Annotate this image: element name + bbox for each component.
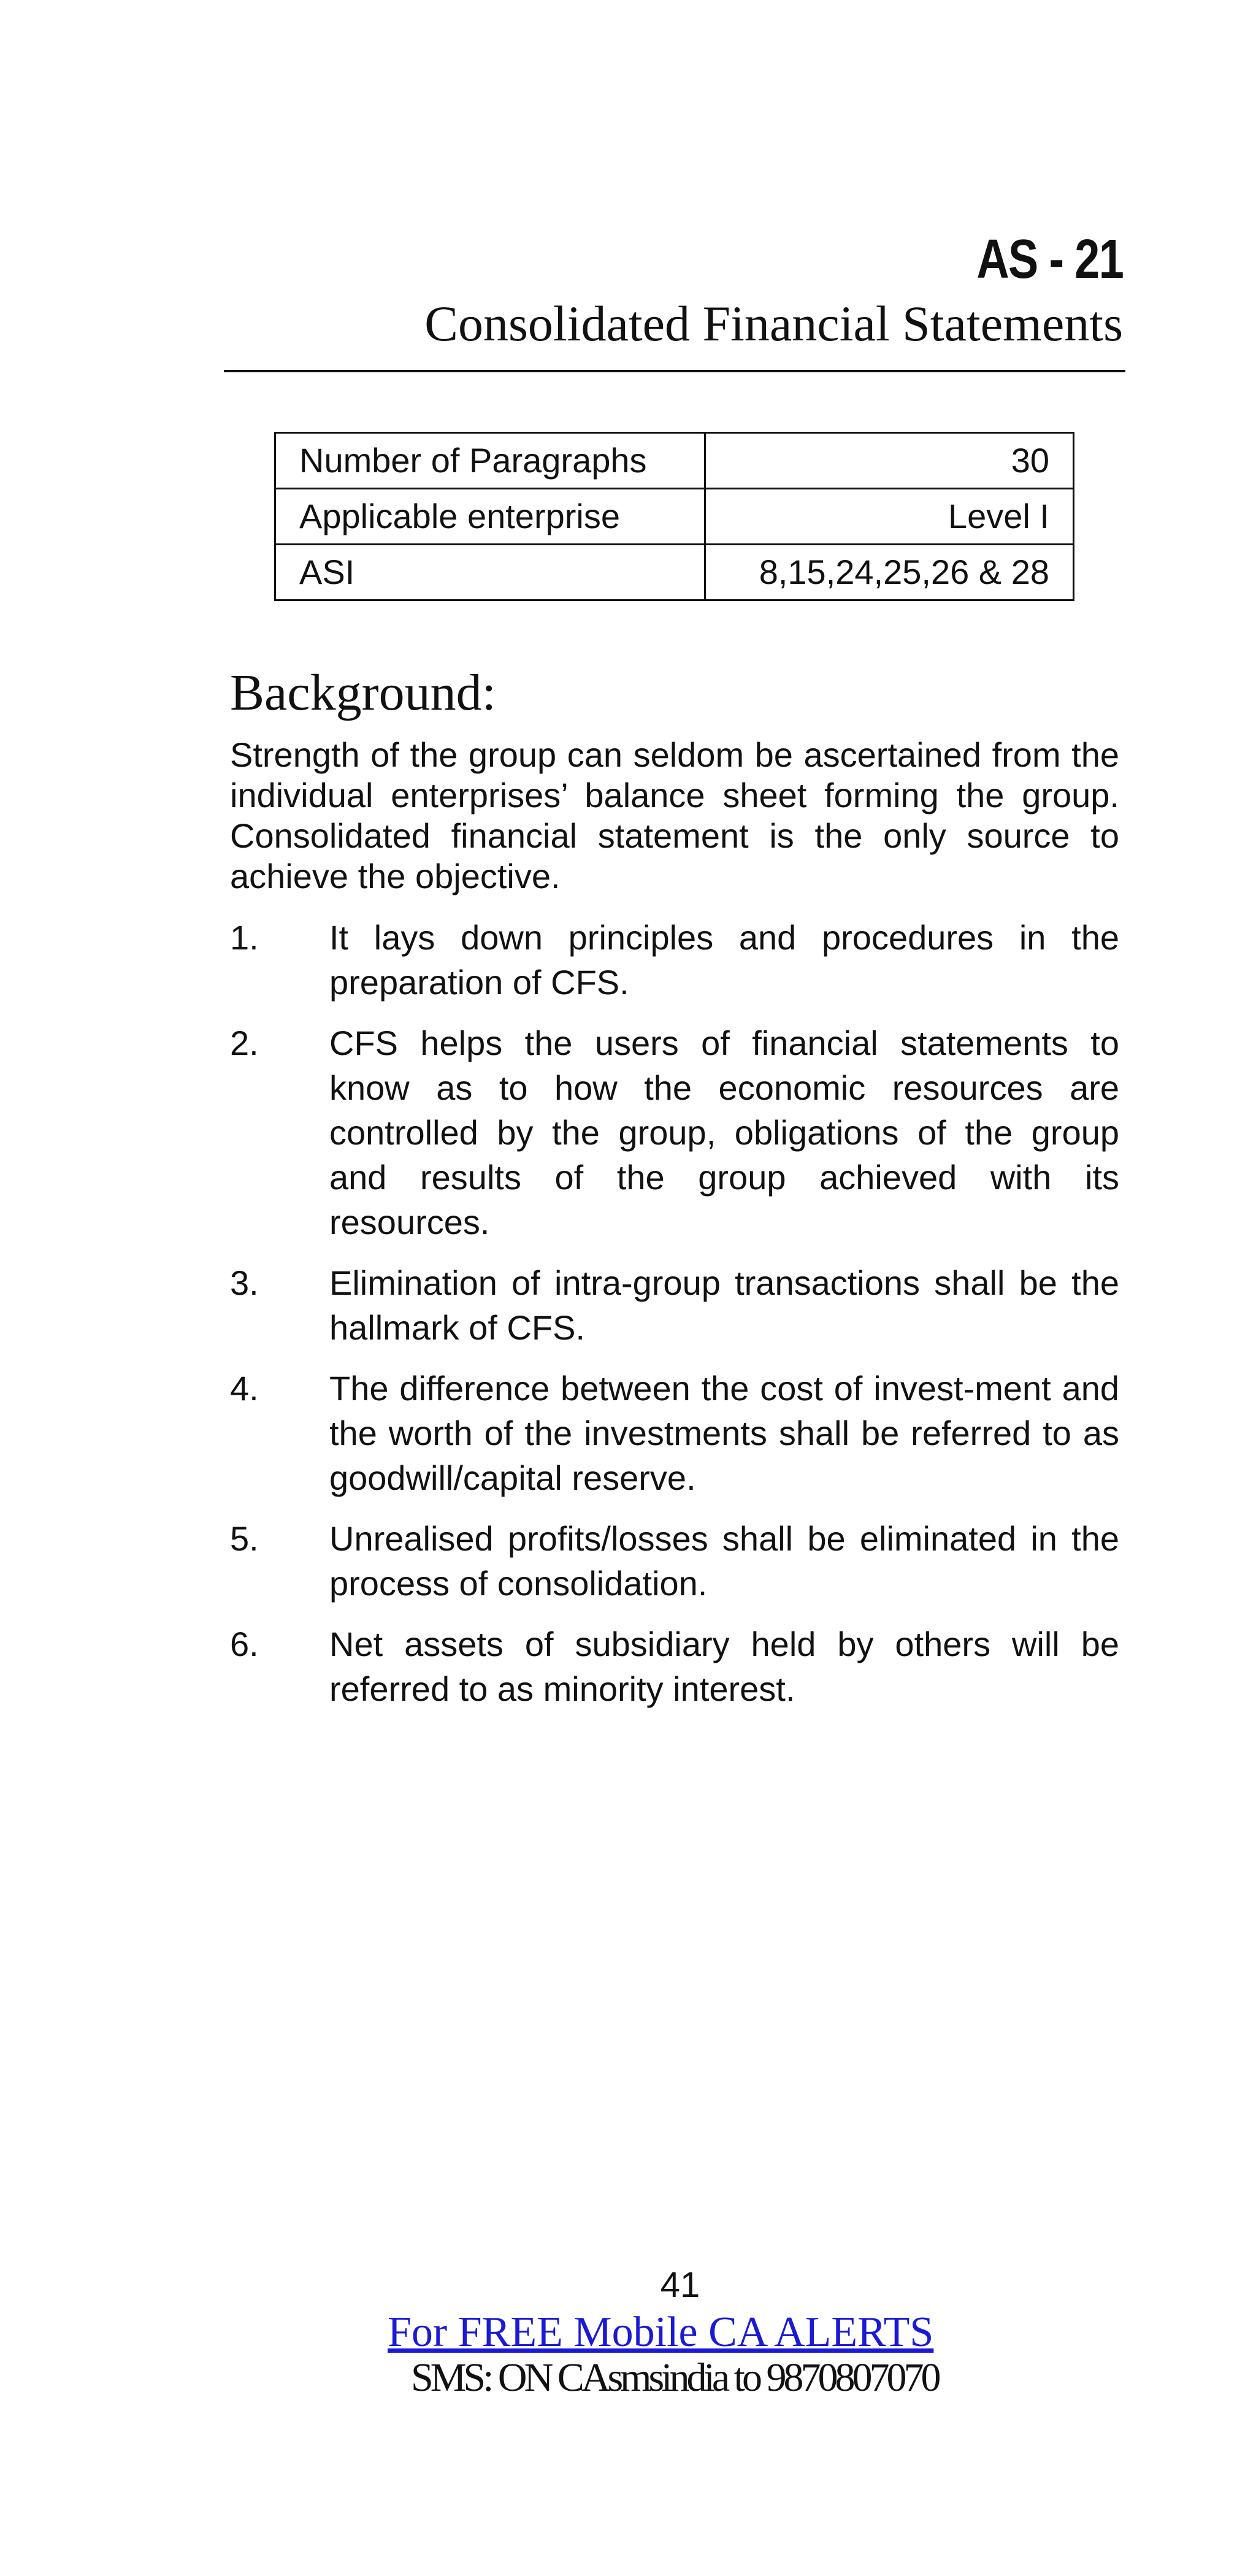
- list-item: [230, 1516, 1119, 1606]
- promo-link[interactable]: For FREE Mobile CA ALERTS: [388, 2309, 934, 2356]
- background-heading: Background:: [230, 664, 496, 721]
- table-row: [275, 433, 1074, 489]
- list-item: [230, 915, 1119, 1005]
- table-cell-label: Number of Paragraphs: [275, 433, 705, 489]
- list-item: [230, 1622, 1119, 1711]
- standard-code: AS - 21: [976, 229, 1123, 290]
- list-item-text: Unrealised profits/losses shall be eliminated in the process of consolidation.: [329, 1519, 1119, 1603]
- table-row: [275, 489, 1074, 545]
- list-item-text: It lays down principles and procedures in the preparation of CFS.: [329, 918, 1119, 1002]
- table-row: [275, 545, 1074, 600]
- summary-table: [274, 432, 1074, 601]
- list-item-number: 5.: [230, 1519, 259, 1558]
- list-item-text: Net assets of subsidiary held by others will be referred to as minority interest.: [329, 1625, 1119, 1708]
- background-points-list: [230, 915, 1119, 1727]
- background-intro: Strength of the group can seldom be ascertained from the individual enterprises’ balance sheet forming the group. Consolidated financial statement is the only source to achieve the objective.: [230, 735, 1119, 895]
- list-item-number: 1.: [230, 918, 259, 957]
- list-item-text: The difference between the cost of invest-ment and the worth of the investments shall be referred to as goodwill/capital reserve.: [329, 1369, 1119, 1497]
- standard-title: Consolidated Financial Statements: [424, 296, 1123, 351]
- table-cell-value: 30: [705, 433, 1074, 489]
- table-cell-value: Level I: [705, 489, 1074, 545]
- list-item-text: Elimination of intra-group transactions shall be the hallmark of CFS.: [329, 1263, 1119, 1347]
- sms-instruction: SMS: ON CAsmsindia to 9870807070: [411, 2355, 938, 2400]
- table-cell-label: ASI: [275, 545, 705, 600]
- page-number: 41: [660, 2265, 700, 2305]
- header-divider: [224, 370, 1125, 372]
- list-item: [230, 1260, 1119, 1350]
- list-item: [230, 1021, 1119, 1244]
- table-cell-value: 8,15,24,25,26 & 28: [705, 545, 1074, 600]
- list-item-text: CFS helps the users of financial statements to know as to how the economic resources are controlled by the group, obligations of the group and results of the group achieved with its resources.: [329, 1024, 1119, 1241]
- list-item: [230, 1366, 1119, 1500]
- table-cell-label: Applicable enterprise: [275, 489, 705, 545]
- list-item-number: 4.: [230, 1369, 259, 1408]
- list-item-number: 2.: [230, 1024, 259, 1062]
- list-item-number: 3.: [230, 1263, 259, 1302]
- list-item-number: 6.: [230, 1625, 259, 1663]
